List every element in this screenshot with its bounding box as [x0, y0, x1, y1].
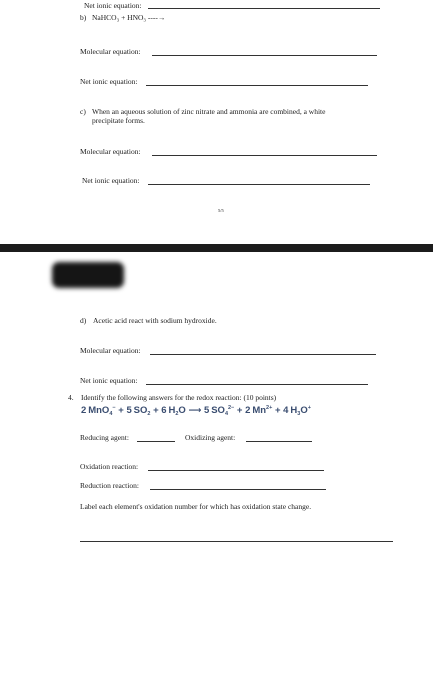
part-c-net-ionic-label: Net ionic equation:	[82, 176, 140, 185]
answer-line	[148, 470, 324, 471]
part-d-prompt: Acetic acid react with sodium hydroxide.	[93, 316, 217, 325]
question-4-number: 4.	[68, 393, 74, 402]
reduction-reaction-label: Reduction reaction:	[80, 481, 139, 490]
redox-equation: 2 MnO$_4$− + 5 $SO_2 + 6$ $H_2O$ ⟶ 5 $SO_4^{2-} + 2$ $Mn^{2+} + 4$ $H_3O^+$	[81, 405, 311, 417]
answer-line	[150, 354, 376, 355]
part-b-label: b)	[80, 13, 87, 22]
worksheet-page-1	[0, 0, 433, 246]
oxidizing-agent-label: Oxidizing agent:	[185, 433, 236, 442]
answer-line	[146, 85, 368, 86]
answer-line	[152, 155, 377, 156]
question-4-prompt: Identify the following answers for the redox reaction: (10 points)	[81, 393, 277, 402]
redacted-name-mark	[52, 262, 124, 288]
answer-line	[148, 8, 380, 9]
part-b-molecular-label: Molecular equation:	[80, 47, 141, 56]
page-separator	[0, 244, 433, 252]
part-b-net-ionic-label: Net ionic equation:	[80, 77, 138, 86]
reaction-arrow: ⟶	[188, 405, 202, 415]
part-c-label: c)	[80, 107, 86, 116]
answer-line	[150, 489, 326, 490]
reducing-agent-label: Reducing agent:	[80, 433, 129, 442]
part-c-prompt-line1: When an aqueous solution of zinc nitrate and ammonia are combined, a white	[92, 107, 326, 116]
label-instruction: Label each element's oxidation number for which has oxidation state change.	[80, 502, 312, 511]
oxidation-reaction-label: Oxidation reaction:	[80, 462, 139, 471]
part-c-prompt-line2: precipitate forms.	[92, 116, 145, 125]
answer-line	[246, 441, 312, 442]
part-c-molecular-label: Molecular equation:	[80, 147, 141, 156]
answer-line	[146, 384, 368, 385]
net-ionic-label-top: Net ionic equation:	[84, 1, 142, 10]
part-d-label: d)	[80, 316, 87, 325]
part-d-net-ionic-label: Net ionic equation:	[80, 376, 138, 385]
answer-line	[152, 55, 377, 56]
answer-line	[137, 441, 175, 442]
part-b-formula: NaHCO₃ + HNO₃ ----→	[92, 13, 166, 22]
part-d-molecular-label: Molecular equation:	[80, 346, 141, 355]
page-number: 5/5	[218, 208, 224, 213]
answer-line	[80, 541, 393, 542]
answer-line	[148, 184, 370, 185]
